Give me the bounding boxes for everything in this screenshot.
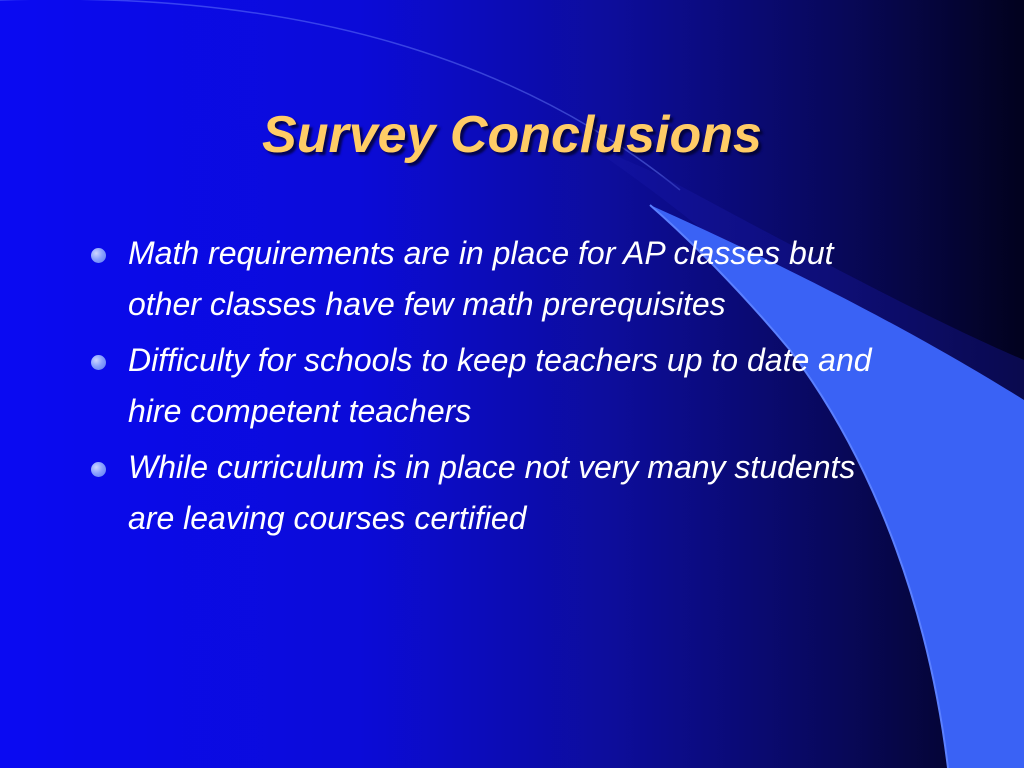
bullet-text: While curriculum is in place not very many students are leaving courses certified — [128, 449, 856, 536]
bullet-item — [88, 228, 888, 330]
bullet-list — [88, 228, 888, 549]
bullet-item — [88, 335, 888, 437]
bullet-text: Difficulty for schools to keep teachers up to date and hire competent teachers — [128, 342, 872, 429]
bullet-dot-icon — [91, 462, 106, 477]
bullet-dot-icon — [91, 355, 106, 370]
bullet-text: Math requirements are in place for AP classes but other classes have few math prerequisites — [128, 235, 834, 322]
bullet-item — [88, 442, 888, 544]
slide-title: Survey Conclusions — [262, 106, 762, 164]
bullet-dot-icon — [91, 248, 106, 263]
